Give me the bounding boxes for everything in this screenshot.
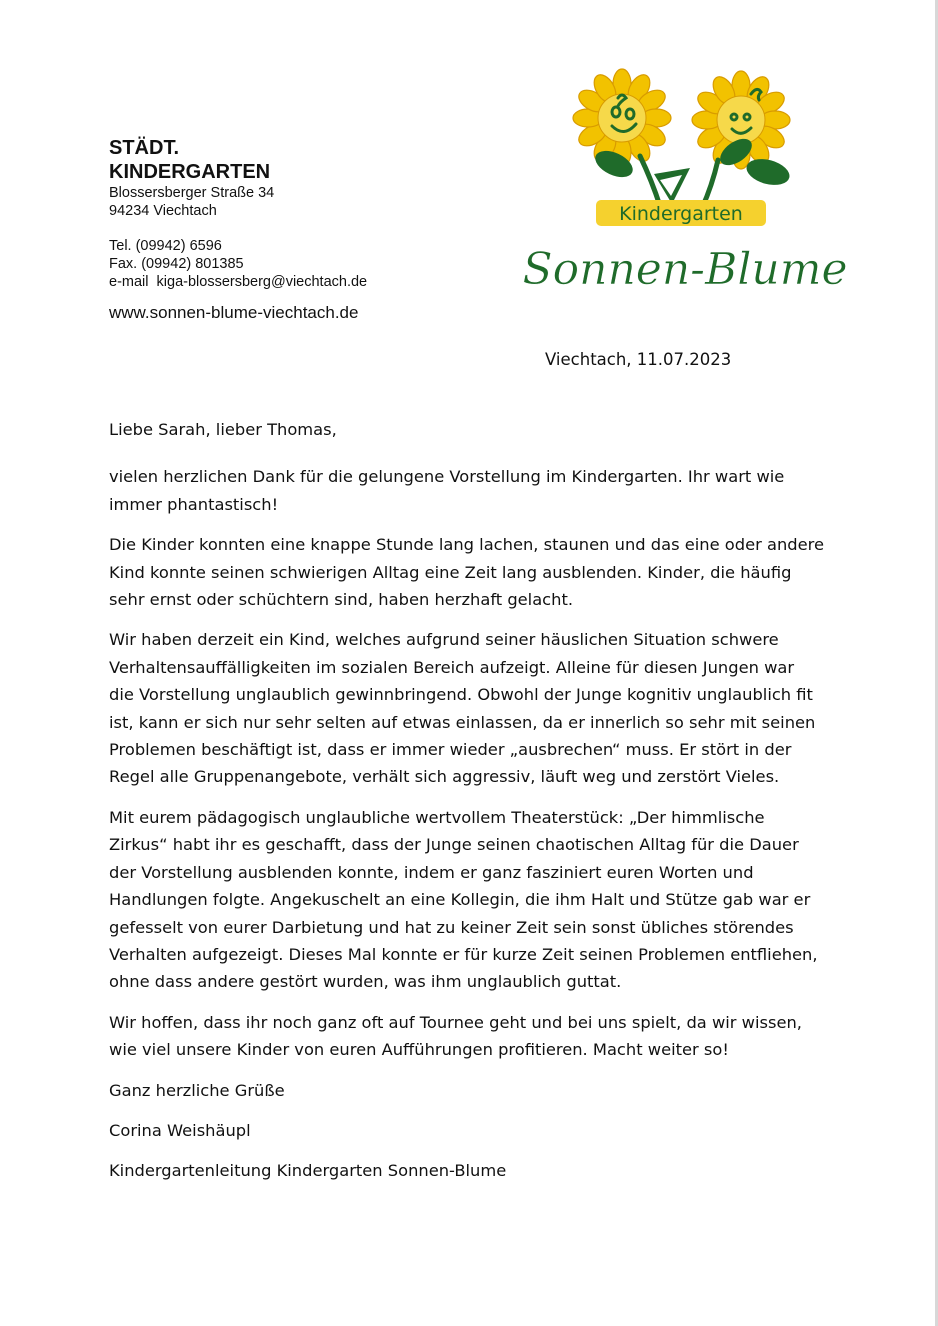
salutation: Liebe Sarah, lieber Thomas, <box>109 420 337 439</box>
sender-city: 94234 Viechtach <box>109 203 217 219</box>
sunflower-logo <box>522 56 848 300</box>
sender-tel: Tel. (09942) 6596 <box>109 238 222 254</box>
signer-title: Kindergartenleitung Kindergarten Sonnen-Blume <box>109 1161 507 1181</box>
sender-block <box>109 136 367 340</box>
paragraph-5: Wir hoffen, dass ihr noch ganz oft auf Tournee geht und bei uns spielt, da wir wissen, wie viel unsere Kinder von euren Aufführungen profitieren. Macht weiter so! <box>109 1012 802 1060</box>
logo-banner-text: Kindergarten <box>619 203 743 225</box>
letter-body <box>109 416 824 1198</box>
paragraph-3: Wir haben derzeit ein Kind, welches aufgrund seiner häuslichen Situation schwere Verhaltensauffälligkeiten im sozialen Bereich aufzeigt. Alleine für diesen Jungen war die Vorstellung unglaublich gewinnbringend. Obwohl der Junge kognitiv unglaublich fit ist, kann er sich nur sehr selten auf etwas einlassen, da er innerlich so sehr mit seinen Problemen beschäftigt ist, dass er immer wieder „ausbrechen“ muss. Er stört in der Regel alle Gruppenangebote, verhält sich aggressiv, läuft weg und zerstört Vieles. <box>109 630 816 787</box>
sender-fax: Fax. (09942) 801385 <box>109 256 244 272</box>
org-name-line1: STÄDT. <box>109 137 179 159</box>
logo-script-text: Sonnen-Blume <box>522 244 848 295</box>
paragraph-2: Die Kinder konnten eine knappe Stunde lang lachen, staunen und das eine oder andere Kind konnte seinen schwierigen Alltag eine Zeit lang ausblenden. Kinder, die häufig sehr ernst oder schüchtern sind, haben herzhaft gelacht. <box>109 535 824 610</box>
left-sunflower <box>573 69 671 167</box>
sender-website: www.sonnen-blume-viechtach.de <box>109 303 359 322</box>
closing: Ganz herzliche Grüße <box>109 1080 285 1100</box>
signer-name: Corina Weishäupl <box>109 1120 251 1140</box>
paragraph-1: vielen herzlichen Dank für die gelungene Vorstellung im Kindergarten. Ihr wart wie immer phantastisch! <box>109 467 785 514</box>
paragraph-4: Mit eurem pädagogisch unglaubliche wertvollem Theaterstück: „Der himmlische Zirkus“ habt ihr es geschafft, dass der Junge seinen chaotischen Alltag für die Dauer der Vorstellung ausblenden konnte, indem er ganz fasziniert euren Worten und Handlungen folgte. Angekuschelt an eine Kollegin, die ihm Halt und Stütze gab war er gefesselt von eurer Darbietung und hat zu keiner Zeit sein sonst übliches störendes Verhalten aufgezeigt. Dieses Mal konnte er für kurze Zeit seinen Problemen entfliehen, ohne dass andere gestört wurden, was ihm unglaublich guttat. <box>109 807 818 992</box>
letter-date: Viechtach, 11.07.2023 <box>545 350 732 369</box>
sender-street: Blossersberger Straße 34 <box>109 185 275 201</box>
org-name-line2: KINDERGARTEN <box>109 161 271 183</box>
sender-email: e-mail kiga-blossersberg@viechtach.de <box>109 274 368 290</box>
